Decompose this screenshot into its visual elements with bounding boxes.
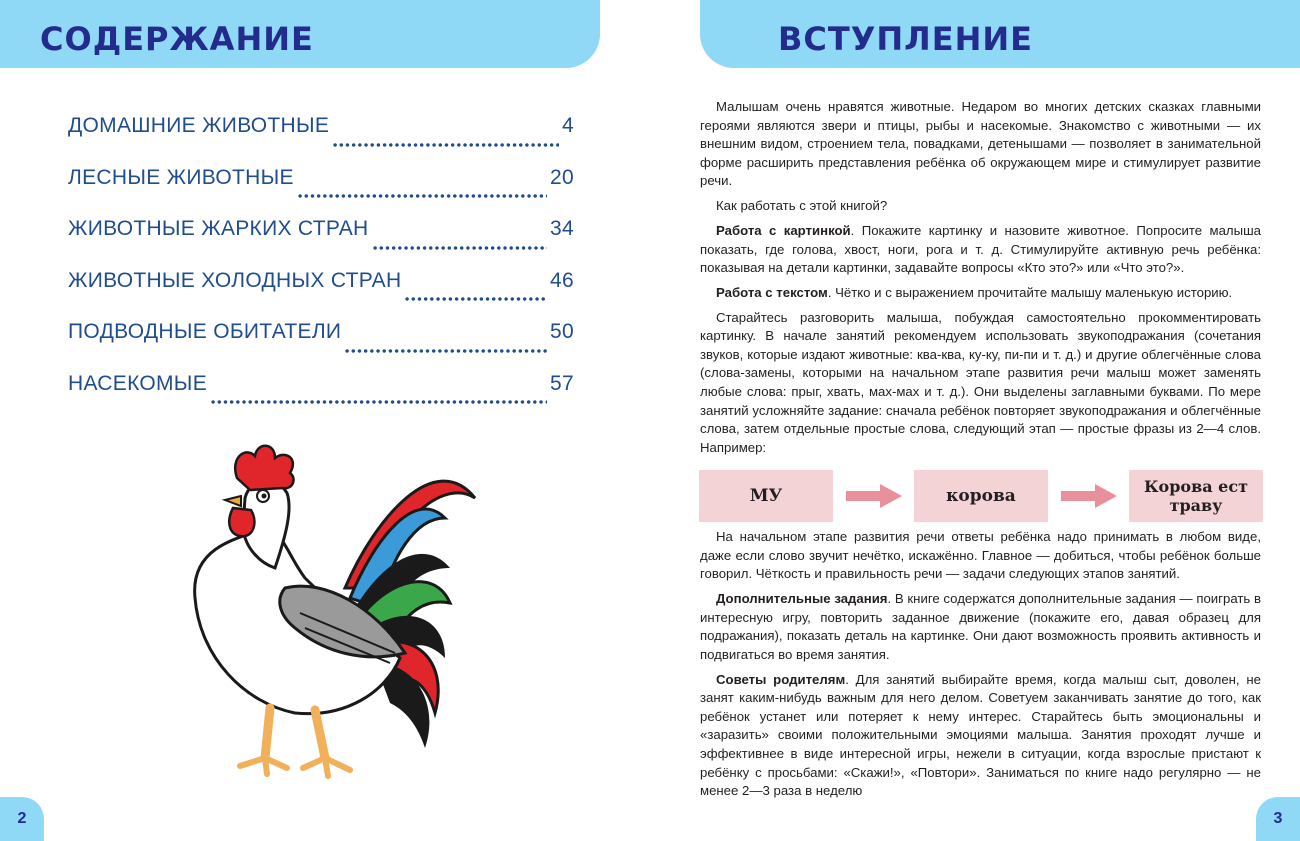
paragraph — [700, 528, 1261, 584]
toc-item[interactable] — [68, 166, 574, 218]
page-number: 2 — [0, 797, 44, 841]
toc-item[interactable] — [68, 320, 574, 372]
paragraph-text: Малышам очень нравятся животные. Недаром во многих детских сказках главными героями являются звери и птицы, рыбы и насекомые. Знакомство с животными — их внешним видом, строением тела, повадками, детенышами — позволяет в занимательной форме расширить представления ребёнка об окружающем мире и стимулирует развитие речи. — [700, 99, 1261, 189]
page-number: 3 — [1256, 797, 1300, 841]
paragraph — [700, 222, 1261, 278]
toc-item-label: НАСЕКОМЫЕ — [68, 371, 208, 395]
contents-title: СОДЕРЖАНИЕ — [40, 20, 314, 58]
toc-item-page: 4 — [562, 114, 574, 137]
toc-item-page: 57 — [550, 371, 574, 395]
paragraph-lead: Работа с текстом — [716, 284, 828, 300]
toc-leader-dots — [332, 143, 559, 147]
paragraph — [700, 671, 1261, 801]
rooster-illustration — [175, 438, 495, 790]
left-title-bar — [0, 0, 600, 68]
toc-item-label: ЖИВОТНЫЕ ХОЛОДНЫХ СТРАН — [68, 268, 402, 292]
toc-item-label: ЖИВОТНЫЕ ЖАРКИХ СТРАН — [68, 217, 369, 240]
toc-leader-dots — [372, 246, 548, 250]
toc-item[interactable] — [68, 217, 574, 269]
paragraph-text: . Покажите картинку и назовите животное. Попросите малыша показать, где голова, хвост, ноги, рога и т. д. Стимулируйте активную речь ребёнка: показывая на детали картинки, задавайте вопросы «Кто это?» или «Что это?». — [700, 222, 1262, 276]
paragraph-text: Старайтесь разговорить малыша, побуждая самостоятельно прокомментировать картинку. В начале занятий рекомендуем использовать звукоподражания (сочетания звуков, которые издают животные: ква-ква, ку-ку, пи-пи и т. д.) и другие облегчённые слова (слова-замены, которыми на начальном этапе развития речи малыш может заменять любые слова: прыг, хвать, мах-мах и т. д.). Они выделены заглавными буквами. По мере занятий усложняйте задание: сначала ребёнок повторяет звукоподражания и облегчённые слова, затем отдельные простые слова, следующий этап — простые фразы из 2—4 слов. Например: — [700, 309, 1261, 455]
table-of-contents — [68, 114, 574, 423]
toc-item-page: 20 — [550, 165, 574, 189]
toc-item-page: 46 — [550, 268, 574, 292]
paragraph-text: . Чётко и с выражением прочитайте малышу маленькую историю. — [827, 284, 1233, 300]
paragraph-text: Как работать с этой книгой? — [716, 198, 888, 214]
paragraph-lead: Дополнительные задания — [716, 590, 888, 606]
intro-text-bottom — [700, 528, 1261, 807]
paragraph — [700, 98, 1261, 191]
toc-item[interactable] — [68, 269, 574, 321]
toc-item-page: 34 — [550, 217, 574, 240]
paragraph-text: На начальном этапе развития речи ответы ребёнка надо принимать в любом виде, даже если слово звучит нечётко, искажённо. Главное — добиться, чтобы ребёнок больше говорил. Чёткость и правильность речи — задачи следующих этапов занятий. — [700, 529, 1261, 582]
paragraph — [700, 197, 1261, 216]
paragraph — [700, 309, 1261, 458]
paragraph — [700, 284, 1261, 303]
intro-text-top — [700, 98, 1261, 464]
example-box-phrase: Корова ест траву — [1129, 470, 1263, 522]
arrow-right-icon — [1061, 484, 1117, 508]
toc-leader-dots — [404, 297, 547, 301]
arrow-right-icon — [846, 484, 902, 508]
toc-leader-dots — [344, 349, 547, 353]
speech-example-flow — [699, 470, 1263, 522]
paragraph-text: . Для занятий выбирайте время, когда малыш сыт, доволен, не занят каким-нибудь важным для него делом. Советуем заканчивать занятие до того, как ребёнок устанет или потеряет к нему интерес. Старайтесь быть эмоциональны и «заразить» своими положительными эмоциями малыша. Занятия проходят лучше и эффективнее в виде интересной игры, нежели в ситуации, когда взрослые пристают к ребёнку с просьбами: «Скажи!», «Повтори». Заниматься по книге надо регулярно — не менее 2—3 раза в неделю — [700, 671, 1261, 799]
toc-item[interactable] — [68, 372, 574, 424]
right-title-bar — [700, 0, 1300, 68]
toc-item-label: ЛЕСНЫЕ ЖИВОТНЫЕ — [68, 165, 294, 189]
paragraph-lead: Советы родителям — [716, 671, 846, 687]
example-box-word: корова — [914, 470, 1048, 522]
toc-leader-dots — [297, 194, 547, 198]
paragraph-lead: Работа с картинкой — [716, 222, 851, 238]
introduction-title: ВСТУПЛЕНИЕ — [778, 20, 1034, 58]
toc-item-label: ПОДВОДНЫЕ ОБИТАТЕЛИ — [68, 320, 342, 343]
example-box-sound: МУ — [699, 470, 833, 522]
right-page — [650, 0, 1300, 841]
toc-leader-dots — [210, 400, 547, 404]
paragraph-text: . В книге содержатся дополнительные задания — поиграть в интересную игру, повторить заданное движение (покажите его, давая образец для подражания), показать деталь на картинке. Они дают возможность проявить активность и подвигаться во время занятия. — [700, 590, 1262, 662]
paragraph — [700, 590, 1261, 664]
toc-item[interactable] — [68, 114, 574, 166]
toc-item-label: ДОМАШНИЕ ЖИВОТНЫЕ — [68, 114, 330, 137]
toc-item-page: 50 — [550, 320, 574, 343]
